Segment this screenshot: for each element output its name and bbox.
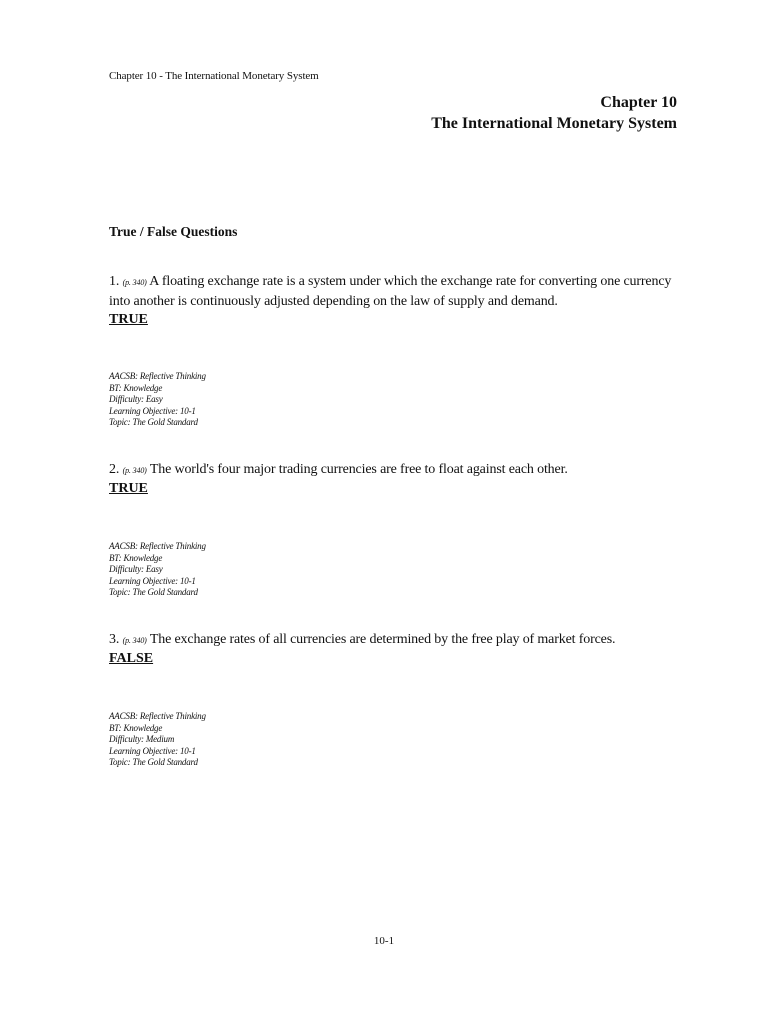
meta-bt: BT: Knowledge bbox=[109, 382, 163, 393]
chapter-number: Chapter 10 bbox=[600, 94, 677, 111]
section-title: True / False Questions bbox=[109, 224, 238, 239]
question-body: The exchange rates of all currencies are determined by the free play of market forces. bbox=[149, 632, 616, 647]
question-3 bbox=[109, 630, 679, 667]
meta-aacsb: AACSB: Reflective Thinking bbox=[109, 371, 206, 381]
page-number: 10-1 bbox=[373, 935, 395, 947]
meta-topic: Topic: The Gold Standard bbox=[109, 757, 198, 767]
question-text bbox=[109, 460, 679, 480]
meta-difficulty: Difficulty: Easy bbox=[109, 394, 163, 404]
question-number: 1. bbox=[109, 274, 120, 289]
chapter-title-block bbox=[431, 92, 677, 134]
answer: FALSE bbox=[109, 651, 154, 666]
question-2-meta bbox=[109, 541, 206, 599]
question-number: 3. bbox=[109, 632, 120, 647]
meta-bt: BT: Knowledge bbox=[109, 722, 163, 733]
question-3-meta bbox=[109, 711, 206, 769]
meta-aacsb: AACSB: Reflective Thinking bbox=[109, 711, 206, 721]
meta-objective: Learning Objective: 10-1 bbox=[109, 575, 196, 586]
question-body: A floating exchange rate is a system under which the exchange rate for converting one currency into another is continuously adjusted depending on the law of supply and demand. bbox=[109, 274, 672, 309]
question-1-meta bbox=[109, 371, 206, 429]
question-1 bbox=[109, 272, 679, 328]
meta-difficulty: Difficulty: Medium bbox=[109, 734, 175, 744]
meta-objective: Learning Objective: 10-1 bbox=[109, 745, 196, 756]
page-reference: (p. 340) bbox=[122, 466, 147, 475]
question-text bbox=[109, 272, 679, 311]
meta-difficulty: Difficulty: Easy bbox=[109, 564, 163, 574]
meta-topic: Topic: The Gold Standard bbox=[109, 417, 198, 427]
running-header: Chapter 10 - The International Monetary System bbox=[109, 70, 319, 82]
meta-objective: Learning Objective: 10-1 bbox=[109, 405, 196, 416]
chapter-title: The International Monetary System bbox=[431, 115, 677, 132]
answer: TRUE bbox=[109, 312, 148, 327]
meta-aacsb: AACSB: Reflective Thinking bbox=[109, 541, 206, 551]
question-number: 2. bbox=[109, 462, 120, 477]
meta-topic: Topic: The Gold Standard bbox=[109, 587, 198, 597]
answer: TRUE bbox=[109, 481, 148, 496]
question-body: The world's four major trading currencies are free to float against each other. bbox=[149, 462, 568, 477]
page-reference: (p. 340) bbox=[122, 278, 147, 287]
question-text bbox=[109, 630, 679, 650]
question-2 bbox=[109, 460, 679, 497]
page-reference: (p. 340) bbox=[122, 636, 147, 645]
meta-bt: BT: Knowledge bbox=[109, 552, 163, 563]
